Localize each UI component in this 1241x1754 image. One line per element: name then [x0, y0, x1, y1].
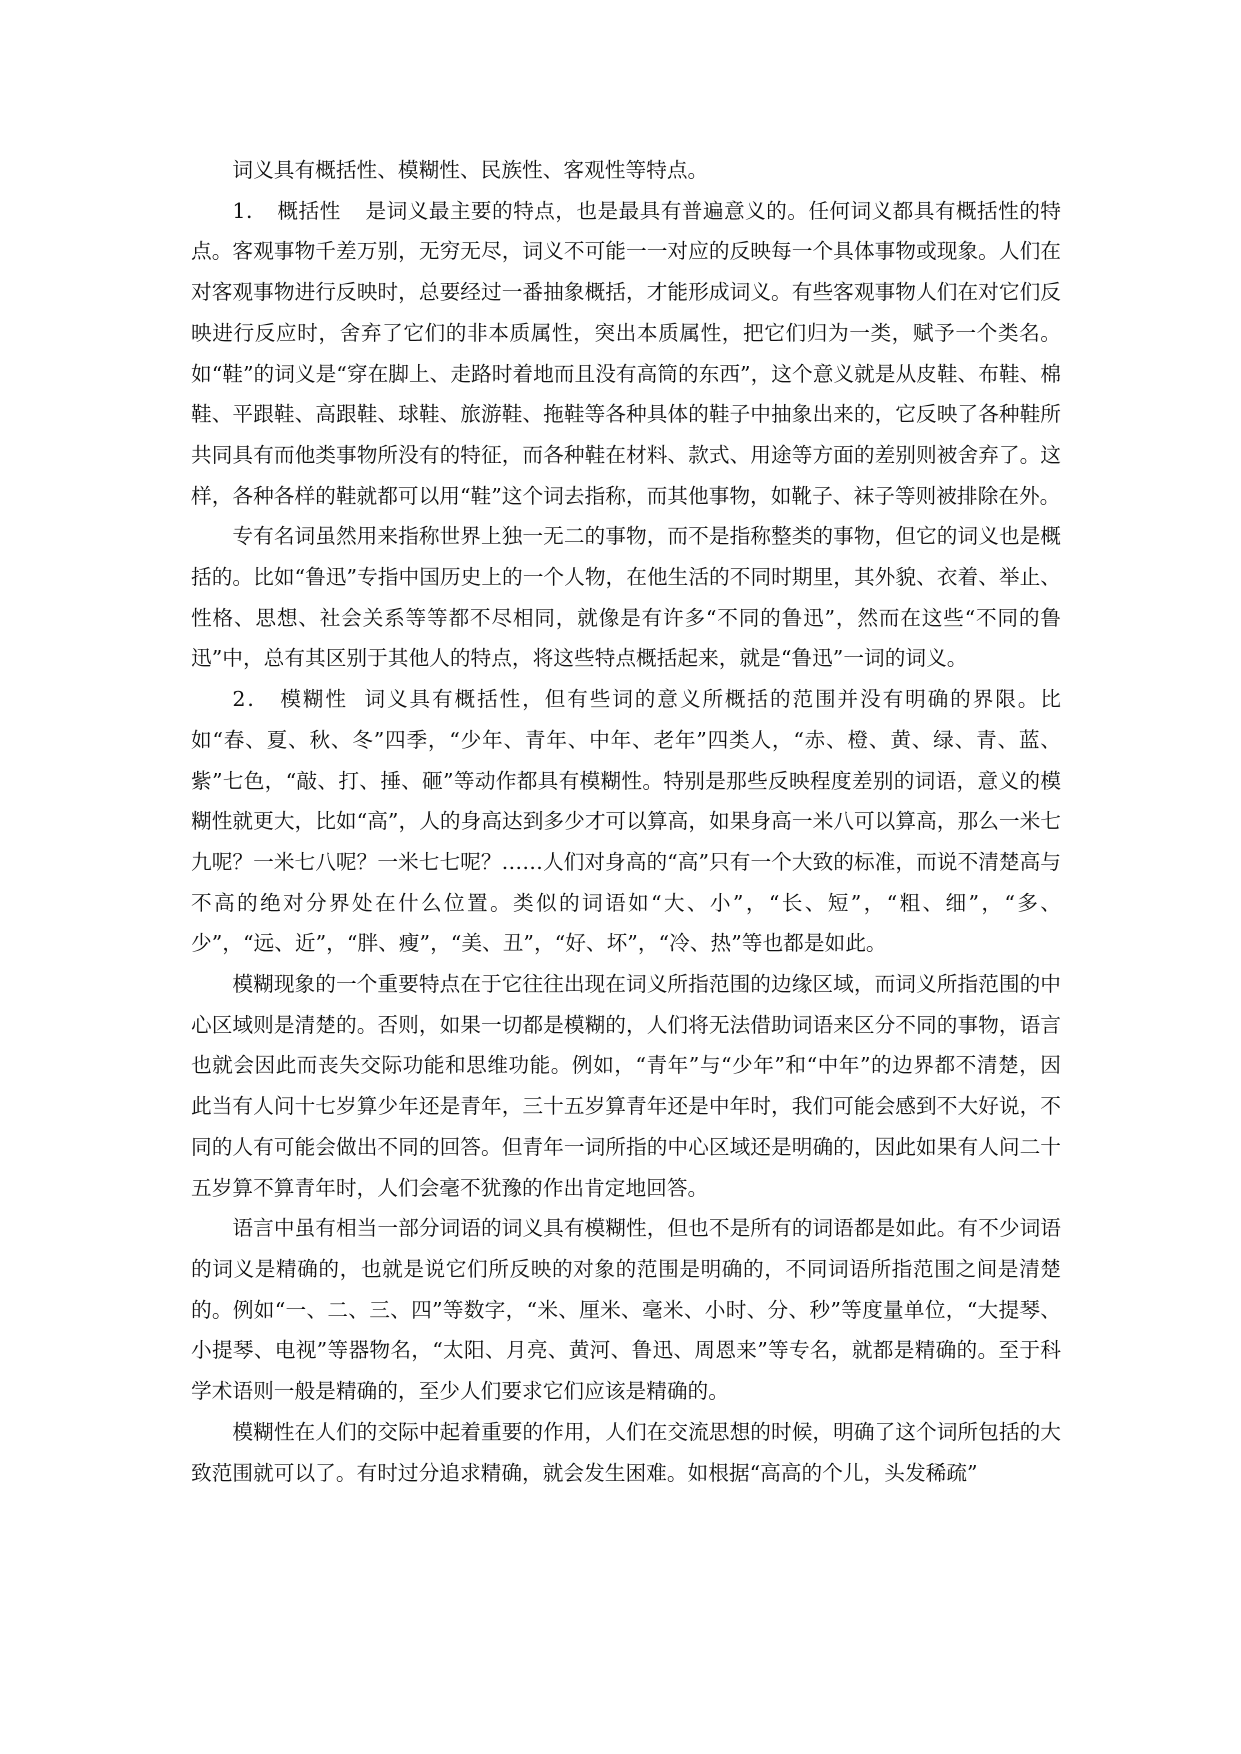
fuzziness-role-paragraph: 模糊性在人们的交际中起着重要的作用，人们在交流思想的时候，明确了这个词所包括的大致范围就可以了。有时过分追求精确，就会发生困难。如根据“高高的个儿，头发稀疏”: [191, 1419, 1061, 1485]
proper-nouns-paragraph: 专有名词虽然用来指称世界上独一无二的事物，而不是指称整类的事物，但它的词义也是概括的。比如“鲁迅”专指中国历史上的一个人物，在他生活的不同时期里，其外貌、衣着、举止、性格、思想、社会关系等等都不尽相同，就像是有许多“不同的鲁迅”，然而在这些“不同的鲁迅”中，总有其区别于其他人的特点，将这些特点概括起来，就是“鲁迅”一词的词义。: [191, 524, 1061, 671]
section-1-text: 是词义最主要的特点，也是最具有普遍意义的。任何词义都具有概括性的特点。客观事物千差万别，无穷无尽，词义不可能一一对应的反映每一个具体事物或现象。人们在对客观事物进行反映时，总要经过一番抽象概括，才能形成词义。有些客观事物人们在对它们反映进行反应时，舍弃了它们的非本质属性，突出本质属性，把它们归为一类，赋予一个类名。如“鞋”的词义是“穿在脚上、走路时着地而且没有高筒的东西”，这个意义就是从皮鞋、布鞋、棉鞋、平跟鞋、高跟鞋、球鞋、旅游鞋、拖鞋等各种具体的鞋子中抽象出来的，它反映了各种鞋所共同具有而他类事物所没有的特征，而各种鞋在材料、款式、用途等方面的差别则被舍弃了。这样，各种各样的鞋就都可以用“鞋”这个词去指称，而其他事物，如靴子、袜子等则被排除在外。: [191, 198, 1061, 508]
fuzzy-edges-paragraph: 模糊现象的一个重要特点在于它往往出现在词义所指范围的边缘区域，而词义所指范围的中心区域则是清楚的。否则，如果一切都是模糊的，人们将无法借助词语来区分不同的事物，语言也就会因此而丧失交际功能和思维功能。例如，“青年”与“少年”和“中年”的边界都不清楚，因此当有人问十七岁算少年还是青年，三十五岁算青年还是中年时，我们可能会感到不大好说，不同的人有可能会做出不同的回答。但青年一词所指的中心区域还是明确的，因此如果有人问二十五岁算不算青年时，人们会毫不犹豫的作出肯定地回答。: [191, 972, 1061, 1200]
section-2-paragraph: [191, 679, 1061, 964]
precise-words-paragraph: 语言中虽有相当一部分词语的词义具有模糊性，但也不是所有的词语都是如此。有不少词语的词义是精确的，也就是说它们所反映的对象的范围是明确的，不同词语所指范围之间是清楚的。例如“一、二、三、四”等数字，“米、厘米、毫米、小时、分、秒”等度量单位，“大提琴、小提琴、电视”等器物名，“太阳、月亮、黄河、鲁迅、周恩来”等专名，就都是精确的。至于科学术语则一般是精确的，至少人们要求它们应该是精确的。: [191, 1216, 1061, 1404]
section-1-paragraph: [191, 191, 1061, 517]
document-page: [191, 150, 1061, 1493]
section-2-term: 模糊性: [280, 687, 348, 712]
section-1-term: 概括性: [277, 198, 341, 223]
section-2-number: 2．: [232, 687, 270, 712]
section-1-number: 1．: [232, 198, 268, 223]
section-2-text: 词义具有概括性，但有些词的意义所概括的范围并没有明确的界限。比如“春、夏、秋、冬”四季，“少年、青年、中年、老年”四类人，“赤、橙、黄、绿、青、蓝、紫”七色，“敲、打、捶、砸”等动作都具有模糊性。特别是那些反映程度差别的词语，意义的模糊性就更大，比如“高”，人的身高达到多少才可以算高，如果身高一米八可以算高，那么一米七九呢？一米七八呢？一米七七呢？……人们对身高的“高”只有一个大致的标准，而说不清楚高与不高的绝对分界处在什么位置。类似的词语如“大、小”，“长、短”，“粗、细”，“多、少”，“远、近”，“胖、瘦”，“美、丑”，“好、坏”，“冷、热”等也都是如此。: [191, 687, 1061, 956]
intro-paragraph: 词义具有概括性、模糊性、民族性、客观性等特点。: [232, 158, 709, 182]
